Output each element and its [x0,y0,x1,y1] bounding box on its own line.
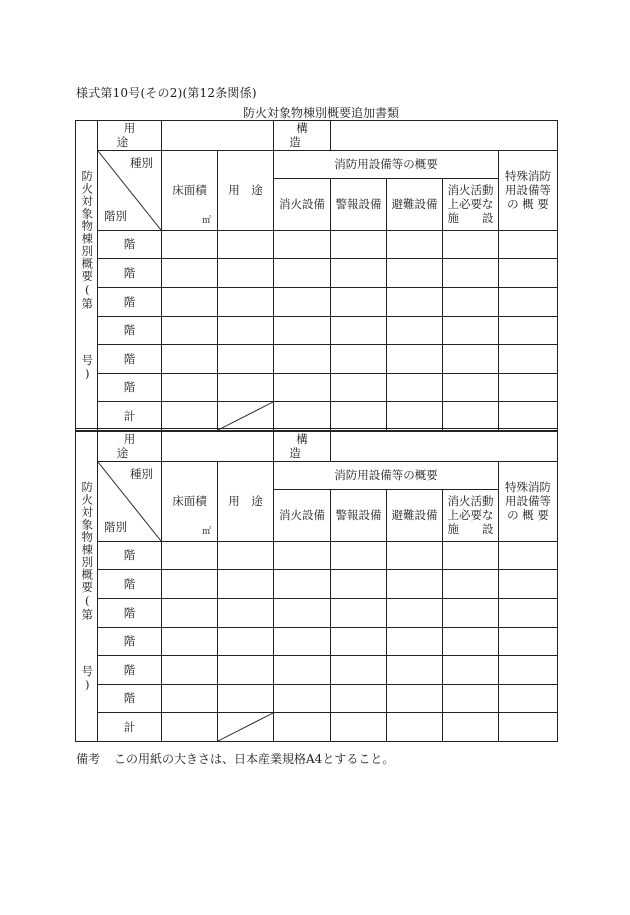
floor-row: 階 [76,598,558,627]
usage-label: 用 途 [98,432,162,462]
total-row [76,712,558,741]
remarks-head: 備考 [76,752,101,766]
area-unit: ㎡ [201,215,211,226]
special-facility-header: 特殊消防 用設備等 の 概 要 [499,150,558,230]
floor-row: 階 [76,569,558,598]
total-label: 計 [98,712,162,741]
type-floor-header [98,461,162,541]
usage-col-header: 用 途 [218,150,274,230]
total-usage-slash [218,712,274,741]
evacuation-header: 避難設備 [387,489,443,541]
total-label: 計 [98,401,162,430]
total-row [76,401,558,430]
building-overview-block-2 [75,431,557,739]
remarks-note [76,750,394,767]
floor-label: 階別 [104,520,127,535]
special-facility-header: 特殊消防 用設備等 の 概 要 [499,461,558,541]
overview-table-1 [75,120,558,431]
floor-row: 階 [76,373,558,401]
facility-overview-header: 消防用設備等の概要 [274,150,499,178]
block-separator [75,428,557,429]
evacuation-header: 避難設備 [387,178,443,230]
side-label: 防火対象物棟別概要(第号) [76,121,98,431]
usage-label: 用 途 [98,121,162,151]
floor-row: 階 [76,230,558,258]
firefighting-header: 消火活動 上必要な 施 設 [443,178,499,230]
side-label: 防火対象物棟別概要(第号) [76,432,98,742]
facility-overview-header: 消防用設備等の概要 [274,461,499,489]
floor-row: 階 [76,344,558,373]
form-number: 様式第10号(その2)(第12条関係) [76,86,257,100]
structure-label: 構 造 [274,432,331,462]
usage-value[interactable] [162,432,274,462]
remarks-text: この用紙の大きさは、日本産業規格A4とすること。 [114,752,395,766]
floor-row: 階 [76,684,558,712]
type-floor-header [98,150,162,230]
overview-table-2 [75,431,558,742]
floor-row: 階 [76,541,558,569]
fire-extinguishing-header: 消火設備 [274,489,331,541]
floor-row: 階 [76,287,558,316]
floor-row: 階 [76,316,558,344]
alarm-header: 警報設備 [331,178,387,230]
total-usage-slash [218,401,274,430]
floor-row: 階 [76,258,558,287]
fire-extinguishing-header: 消火設備 [274,178,331,230]
firefighting-header: 消火活動 上必要な 施 設 [443,489,499,541]
usage-value[interactable] [162,121,274,151]
area-unit: ㎡ [201,526,211,537]
structure-value[interactable] [331,121,558,151]
usage-col-header: 用 途 [218,461,274,541]
building-overview-block-1 [75,120,557,428]
structure-value[interactable] [331,432,558,462]
floor-label: 階別 [104,209,127,224]
document-title: 防火対象物棟別概要追加書類 [242,106,399,120]
type-label: 種別 [130,466,153,481]
floor-row: 階 [76,655,558,684]
floor-row: 階 [76,627,558,655]
type-label: 種別 [130,155,153,170]
floor-area-header: 床面積 ㎡ [162,150,218,230]
alarm-header: 警報設備 [331,489,387,541]
structure-label: 構 造 [274,121,331,151]
floor-area-header: 床面積 ㎡ [162,461,218,541]
